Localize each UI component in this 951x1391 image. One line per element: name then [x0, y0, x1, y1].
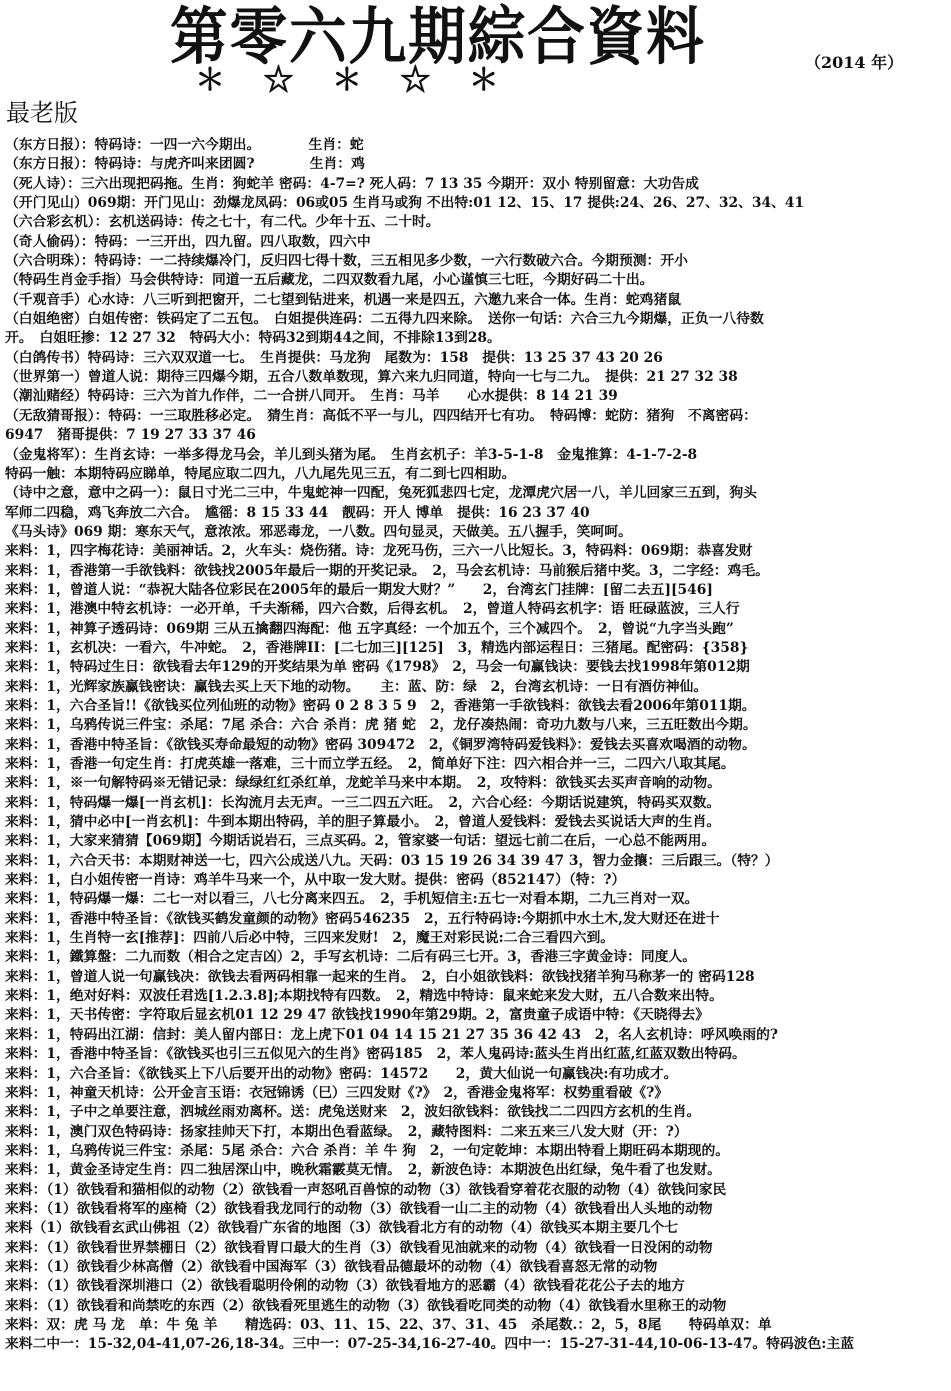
text-line: 来料（1）欲钱看玄武山佛祖（2）欲钱看广东省的地图（3）欲钱看北方有的动物（4）欲钱买本期主要几个七 — [5, 1220, 679, 1237]
text-line: 《马头诗》069 期：寒东天气，意浓浓。邪恶毒龙，一八数。四句显灵，天做美。五八握手，笑呵呵。 — [5, 523, 632, 540]
edition-label: 最老版 — [6, 99, 78, 127]
text-line: （特码生肖金手指）马会供特诗：同道一五后藏龙，二四双数看九尾，小心谨慎三七旺，今期好码二十出。 — [5, 272, 654, 289]
text-line: （白鸽传书）特码诗：三六双双道一七。 生肖提供：马龙狗 尾数为：158 提供：13 25 37 43 20 26 — [5, 349, 663, 366]
text-line: 来料：1，特码出江湖：信封：美人留内部日：龙上虎下01 04 14 15 21 27 35 36 42 43 2，名人玄机诗：呼风唤雨的? — [5, 1026, 778, 1043]
text-line: 来料：1，六合圣旨!!《欲钱买位列仙班的动物》密码 0 2 8 3 5 9 2，香港第一手欲钱料：欲钱去看2006年第011期。 — [5, 697, 756, 714]
text-line: 来料：（1）欲钱看深圳港口（2）欲钱看聪明伶俐的动物（3）欲钱看地方的恶霸（4）欲钱看花花公子去的地方 — [5, 1278, 685, 1295]
text-line: 来料：1，香港中特圣旨：《欲钱买寿命最短的动物》密码 309472 2，《铜罗湾特码爱钱料》：爱钱去买喜欢喝酒的动物。 — [5, 736, 756, 753]
text-line: 来料：（1）欲钱看将军的座椅（2）欲钱看我龙同行的动物（3）欲钱看一山二主的动物（4）欲钱看出人头地的动物 — [5, 1200, 713, 1217]
page-title: 第零六九期綜合資料 — [170, 0, 706, 73]
text-line: 来料：（1）欲钱看和尚禁吃的东西（2）欲钱看死里逃生的动物（3）欲钱看吃同类的动物（4）欲钱看水里称王的动物 — [5, 1297, 727, 1314]
text-line: （奇人偷码）：特码：一三开出，四九留。四八取数，四六中 — [5, 233, 371, 250]
text-line: 开。 白姐旺掺：12 27 32 特码大小：特码32到期44之间，不排除13到28。 — [5, 330, 501, 347]
text-line: 来料：（1）欲钱看和猫相似的动物（2）欲钱看一声怒吼百兽惊的动物（3）欲钱看穿着花衣服的动物（4）欲钱问家民 — [5, 1181, 727, 1198]
text-line: 来料：1，神童天机诗：公开金言玉语：衣冠锦诱（巳）三四发财《?》 2，香港金鬼将军：权势重看破《?》 — [5, 1084, 669, 1101]
text-line: （潮汕赌经）特码诗：三六为首九作伴，二一合拼八同开。 生肖：马羊 心水提供：8 14 21 39 — [5, 388, 618, 405]
text-line: 来料：1，白小姐传密一肖诗：鸡羊牛马来一个，从中取一发大财。提供：密码（852147）（特：?） — [5, 872, 626, 889]
page-header — [0, 0, 951, 100]
text-line: 来料：1，猜中必中[一肖玄机]：牛到本期出特码，羊的胆子算最小。 2，曾道人爱钱料：爱钱去买说话大声的生肖。 — [5, 814, 721, 831]
text-line: （六合明珠）：特码诗：一二持续爆冷门，反归四七得十数，三五相见多少数，一六行数破六合。今期预测：开小 — [5, 253, 688, 270]
text-line: （六合彩玄机）：玄机送码诗：传之七十，有二代。少年十五、二十时。 — [5, 214, 440, 231]
text-line: 来料：1，乌鸦传说三件宝：杀尾：5尾 杀合：六合 杀肖：羊 牛 狗 2，一句定乾坤：本期出特看上期旺码本期现的。 — [5, 1142, 730, 1159]
text-line: （开门见山）069期：开门见山：劲爆龙凤码：06或05 生肖马或狗 不出特:01 12、15、17 提供:24、26、27、32、34、41 — [5, 195, 805, 212]
text-line: 6947 猪哥提供：7 19 27 33 37 46 — [5, 427, 256, 444]
text-line: 来料：（1）欲钱看少林高僧（2）欲钱看中国海军（3）欲钱看品德最坏的动物（4）欲钱看喜怒无常的动物 — [5, 1258, 658, 1275]
text-line: 来料二中一：15-32,04-41,07-26,18-34。三中一：07-25-34,16-27-40。四中一：15-27-31-44,10-06-13-47。特码波色:主蓝 — [5, 1336, 854, 1353]
text-line: 来料：1，香港第一手欲钱料：欲钱找2005年最后一期的开奖记录。 2，马会玄机诗：马前猴后猪中奖。3，二字经：鸡毛。 — [5, 562, 769, 579]
document-body — [5, 136, 946, 1355]
text-line: 来料：1，澳门双色特码诗：扬家挂帅天下打，本期出色看蓝绿。 2，藏特图料：二来五来三八发大财（开：?） — [5, 1123, 688, 1140]
text-line: 来料：1，乌鸦传说三件宝：杀尾：7尾 杀合：六合 杀肖：虎 猪 蛇 2，龙仔凑热闹：奇功九数与八来，三五旺数出今期。 — [5, 717, 757, 734]
text-line: 来料：1，子中之单要注意，泗城丝雨劝离杯。送：虎兔送财来 2，波妇欲钱料：欲钱找二二四四方玄机的生肖。 — [5, 1104, 701, 1121]
text-line: 来料：1，六合圣旨：《欲钱买上下八后要开出的动物》密码：14572 2，黄大仙说一句赢钱决:有功成才。 — [5, 1065, 678, 1082]
text-line: 来料：（1）欲钱看世界禁棚日（2）欲钱看胃口最大的生肖（3）欲钱看见油就来的动物（4）欲钱看一日没闲的动物 — [5, 1239, 713, 1256]
text-line: 来料：1，曾道人说一句赢钱决：欲钱去看两码相靠一起来的生肖。 2，白小姐欲钱料：欲钱找猪羊狗马称茅一的 密码128 — [5, 968, 755, 985]
text-line: 特码一触：本期特码应睇单，特尾应取二四九，八九尾先见三五，有二到七四相助。 — [5, 465, 516, 482]
text-line: 来料：1，天书传密：字符取后显玄机01 12 29 47 欲钱找1990年第29期。2，富贵童子成语中特：《天晓得去》 — [5, 1007, 709, 1024]
text-line: 来料：1，生肖特一玄[推荐]：四前八后必中特，三四来发财! 2，魔王对彩民说:二合三看四六到。 — [5, 930, 615, 947]
text-line: 来料：1，神算子透码诗：069期 三从五擒翻四海配：他 五字真经：一个加五个，三个减四个。 2，曾说“九字当头跑” — [5, 620, 734, 637]
text-line: 来料：1，绝对好料：双波任君选[1.2.3.8];本期找特有四数。 2，精选中特诗：鼠来蛇来发大财，五八合数来出特。 — [5, 988, 723, 1005]
year-label: （2014 年） — [805, 53, 904, 72]
text-line: 来料：1，※一句解特码※无错记录：绿绿红红杀红单，龙蛇羊马来中本期。 2，攻特料：欲钱买去买声音响的动物。 — [5, 775, 721, 792]
text-line: 来料：1，六合天书：本期财神送一七，四六公成送八九。天码：03 15 19 26 34 39 47 3，智力金攘：三后跟三。（特？） — [5, 852, 779, 869]
text-line: 来料：1，鐵算盤：二九而数（相合之定吉凶）2，手写玄机诗：二后有码三七开。3，香港三字黄金诗：同度人。 — [5, 949, 697, 966]
star-divider: ＊ ☆ ＊ ☆ ＊ — [195, 63, 513, 98]
text-line: 来料：1，大家来猜猜【069期】今期话说岩石，三点买码。2，管家婆一句话：望远七前二在后，一心总不能两用。 — [5, 833, 716, 850]
text-line: 来料：1，四字梅花诗：美丽神话。2，火车头：烧伤猪。诗：龙死马伤，三六一八比短长。3，特码料：069期：恭喜发财 — [5, 543, 753, 560]
text-line: 来料：1，玄机决：一看六，牛冲蛇。 2，香港牌II：[二七加三][125] 3，精选内部运程日：三猪尾。配密码：{358} — [5, 639, 749, 656]
text-line: （世界第一）曾道人说：期待三四爆今期，五合八数单数现，算六来九归同道，特向一七与二九。 提供：21 27 32 38 — [5, 369, 738, 386]
text-line: 来料：1，特码过生日：欲钱看去年129的开奖结果为单 密码《1798》 2，马会一句赢钱诀：要钱去找1998年第012期 — [5, 659, 750, 676]
text-line: （诗中之意，意中之码一）：鼠日寸光二三中，牛鬼蛇神一四配，兔死狐悲四七定，龙潭虎穴居一八，羊儿回家三五到，狗头 — [5, 485, 757, 502]
text-line: 来料：双：虎 马 龙 单：牛 兔 羊 精选码：03、11、15、22、37、31、45 杀尾数.：2，5，8尾 特码单双：单 — [5, 1316, 772, 1333]
text-line: （死人诗）：三六出现把码拖。生肖：狗蛇羊 密码：4-7=? 死人码：7 13 35 今期开：双小 特别留意：大功告成 — [5, 175, 699, 192]
text-line: 来料：1，曾道人说：“恭祝大陆各位彩民在2005年的最后一期发大财？” 2，台湾玄门挂牌：[留二去五][546] — [5, 581, 713, 598]
text-line: 来料：1，特码爆一爆[一肖玄机]：长沟流月去无声。一三二四五六旺。 2，六合心经：今期话说建筑，特码买双数。 — [5, 794, 721, 811]
text-line: 来料：1，港澳中特玄机诗：一必开单，千夫渐稀，四六合数，后得玄机。 2，曾道人特码玄机字：语 旺碌蓝波，三人行 — [5, 601, 740, 618]
text-line: （东方日报）：特码诗：一四一六今期出。 生肖：蛇 — [5, 137, 364, 153]
text-line: （白姐绝密）白姐传密：铁码定了二五包。 白姐提供连码：二五得九四来除。 送你一句话：六合三九今期爆，正负一八待数 — [5, 311, 764, 328]
text-line: 来料：1，光辉家族赢钱密诀：赢钱去买上天下地的动物。 主：蓝、防：绿 2，台湾玄机诗：一日有酒仿神仙。 — [5, 678, 708, 695]
text-line: （无敌猜哥报）：特码：一三取胜移必定。 猜生肖：高低不平一与儿，四四结开七有功。 特码博：蛇防：猪狗 不离密码： — [5, 407, 757, 424]
text-line: （东方日报）：特码诗：与虎齐叫来团圆? 生肖：鸡 — [5, 156, 365, 173]
text-line: （金鬼将军）：生肖玄诗：一举多得龙马会，羊儿到头猪为尾。 生肖玄机子：羊3-5-1-8 金鬼推算：4-1-7-2-8 — [5, 446, 698, 463]
text-line: （千观音手）心水诗：八三听到把窗开，二七望到钻进来，机遇一来是四五，六邀九来合一体。生肖：蛇鸡猪鼠 — [5, 291, 682, 308]
text-line: 来料：1，黄金圣诗定生肖：四二独居深山中，晚秋霜霰莫无情。 2，新波色诗：本期波色出红绿，兔牛看了也发财。 — [5, 1162, 721, 1179]
text-line: 来料：1，特码爆一爆：二七一对以看三，八七分离来四五。 2，手机短信主:五七一对看本期，二九三肖对一双。 — [5, 891, 699, 908]
text-line: 军师二四稳，鸡飞奔放二六合。 尴徭：8 15 33 44 靓码：开人 博单 提供：16 23 37 40 — [5, 504, 590, 521]
text-line: 来料：1，香港中特圣旨：《欲钱买也引三五似见六的生肖》密码185 2，苯人鬼码诗:蓝头生肖出红蓝,红蓝双数出特码。 — [5, 1046, 746, 1063]
text-line: 来料：1，香港一句定生肖：打虎英雄一落难，三十而立学五经。 2，简单好下注：四六相合并一三，二四六八取其尾。 — [5, 756, 735, 772]
text-line: 来料：1，香港中特圣旨：《欲钱买鹤发童颜的动物》密码546235 2，五行特码诗:今期抓中水土木,发大财还在进十 — [5, 910, 720, 927]
